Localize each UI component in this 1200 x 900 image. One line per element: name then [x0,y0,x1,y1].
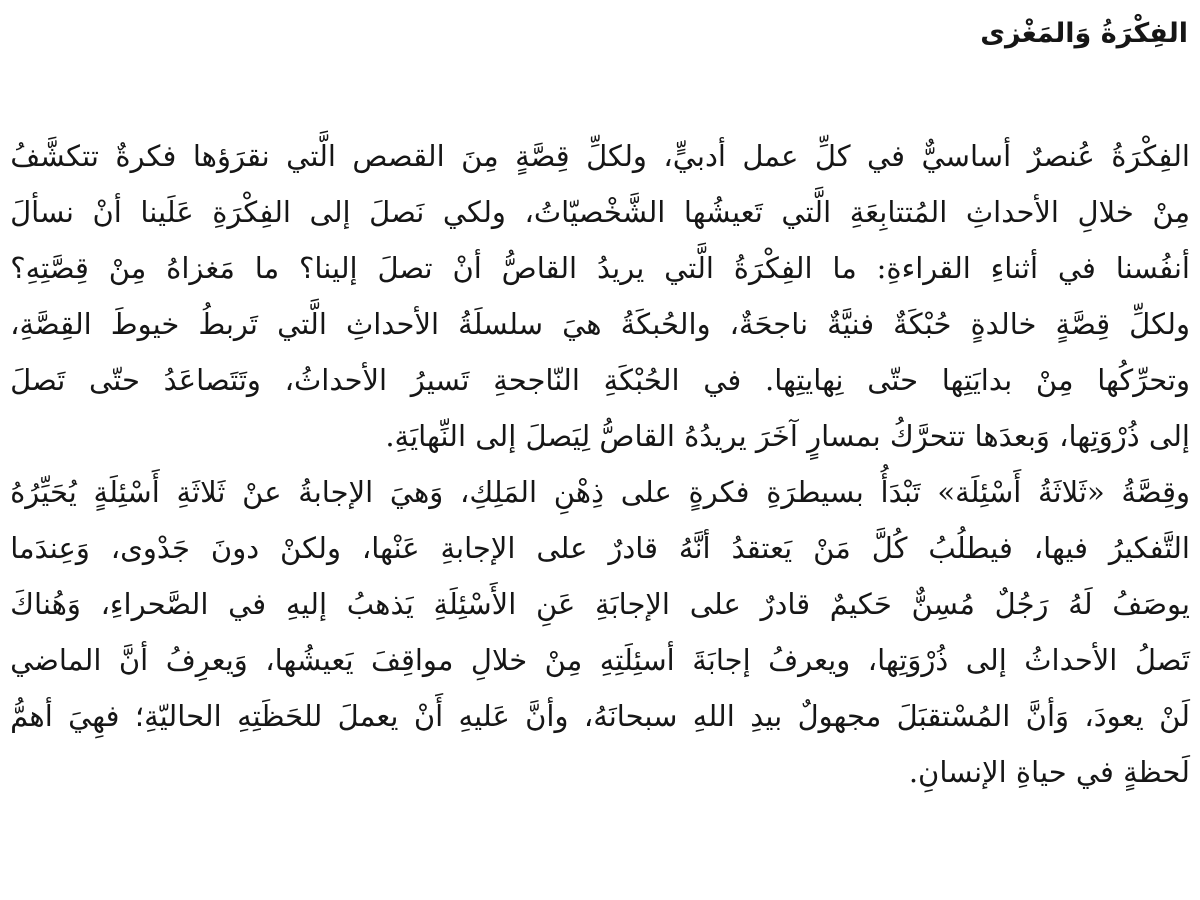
word: مِنْ [1035,363,1074,397]
word: وَهُناكَ [10,587,81,621]
word: وَيعرِفُ [165,643,248,677]
word: الإجابةِ [440,531,516,565]
word: المُتتابِعَةِ [849,195,948,229]
word: وَأنَّ [1025,699,1070,733]
word: وتحرِّكُها [1097,363,1190,397]
word: مِنْ [108,251,147,285]
word: الأحداثِ [345,307,440,341]
word: يَذهبُ [346,587,414,621]
word: في [228,587,267,621]
word: مجهولٌ [797,699,882,733]
word: إلينا؟ [298,251,358,285]
word: ولكلِّ [1129,307,1190,341]
text-line [10,128,1190,184]
word: ثَلاثَةِ [176,475,226,509]
word: فيطلُبُ [928,531,1013,565]
word: الَّتي [664,251,714,285]
word: أساسيٌّ [921,139,1012,173]
word: ذِهْنِ [553,475,605,509]
word: الماضي [10,643,102,677]
word: خلالِ [470,643,528,677]
word: حُبْكَةٌ [893,307,952,341]
word: ما [832,251,857,285]
word: المَلِكِ، [459,475,538,509]
word: حتّى [867,363,919,397]
word: الأحداثِ [965,195,1059,229]
word: نسألَ [10,195,74,229]
word: ويعرفُ [768,643,851,677]
word: أنْ [92,195,122,229]
word: وتَتَصاعَدُ [163,363,261,397]
word: الَّتي [781,195,832,229]
word: القِصَّةِ، [10,307,92,341]
word: وأنَّ [525,699,569,733]
word: عَلَينا [140,195,194,229]
word: الإجابَةِ [595,587,670,621]
word: أدبيٍّ، [663,139,726,173]
word: للحَظَتِهِ [237,699,323,733]
word: تَصلُ [1134,643,1190,677]
word: اللهِ [692,699,735,733]
word: الأحداثُ، [284,363,388,397]
word: رَجُلٌ [994,587,1049,621]
word: مَنْ [813,531,851,565]
word: فكرةٌ [115,139,177,173]
word: ولكي [442,195,506,229]
word: كلِّ [814,139,851,173]
word: أَنْ [413,699,444,733]
word: أنَّ [118,643,149,677]
text-line [10,520,1190,576]
word: حتّى [89,363,140,397]
text-line [10,296,1190,352]
word: الحُبْكَةِ [603,363,680,397]
word: إليهِ [285,587,328,621]
word: أسئِلَتِهِ [599,643,675,677]
word: لَنْ [1159,699,1190,733]
text-line [10,576,1190,632]
word: تتكشَّفُ [10,139,99,173]
word: ولكنْ [280,531,341,565]
word: هيَ [562,307,602,341]
word: والحُبكَةُ [620,307,711,341]
word: فهِيَ [68,699,120,733]
word: عنْ [242,475,282,509]
word: عمل [742,139,799,173]
word: بيدِ [750,699,783,733]
word: تصلَ [377,251,433,285]
word: الصَّحراءِ، [100,587,209,621]
word: يعملَ [337,699,399,733]
text-line: لَحظةٍ في حياةِ الإنسانِ. [908,755,1190,789]
word: إلى [965,643,1007,677]
word: نقرَؤها [192,139,270,173]
text-line [10,352,1190,408]
word: على [689,587,741,621]
word: عُنصرٌ [1027,139,1095,173]
word: الفِكْرَةُ [733,251,813,285]
word: سلسلَةُ [458,307,544,341]
word: أثناءِ [990,251,1039,285]
word: نَصلَ [369,195,425,229]
word: يَعتقدُ [731,531,793,565]
word: تَبْدَأُ [880,475,921,509]
word: التَّفكيرُ [1108,531,1190,565]
word: ما [254,251,280,285]
text-line [10,240,1190,296]
word: عَنِ [535,587,576,621]
word: الَّتي [277,307,327,341]
word: تَربطُ [198,307,258,341]
word: القصص [352,139,445,173]
word: ولكلِّ [586,139,647,173]
word: فنيَّةٌ [827,307,875,341]
text-line [10,632,1190,688]
word: أنفُسنا [1115,251,1190,285]
word: الفِكْرَةُ [1111,139,1190,173]
word: في [1057,251,1096,285]
word: في [867,139,906,173]
word: قِصَّةٍ [1055,307,1111,341]
word: أهمُّ [10,699,53,733]
word: مَغزاهُ [166,251,235,285]
text-line [10,464,1190,520]
word: خالدةٍ [970,307,1037,341]
word: قادرٌ [760,587,811,621]
word: الَّتي [286,139,336,173]
word: عَليهِ [458,699,510,733]
word: يوصَفُ [1112,587,1190,621]
word: خلالِ [1077,195,1134,229]
word: أنَّهُ [678,531,711,565]
word: يريدُ [596,251,645,285]
word: «ثَلاثَةُ [1038,475,1105,509]
word: دونَ [210,531,260,565]
word: في [703,363,742,397]
word: تَسيرُ [410,363,470,397]
word: مُسِنٌّ [911,587,975,621]
word: المُسْتقبَلَ [896,699,1011,733]
word: قِصَّتِهِ؟ [10,251,89,285]
word: ذُرْوَتِها، [867,643,949,677]
word: قادرٌ [608,531,658,565]
word: لَهُ [1068,587,1093,621]
word: وَعِندَما [10,531,90,565]
word: مِنَ [461,139,499,173]
page-title: الفِكْرَةُ وَالمَغْزى [980,18,1188,49]
word: كُلَّ [871,531,908,565]
word: الإجابةُ [298,475,374,509]
word: القاصُّ [501,251,578,285]
word: يَعيشُها، [265,643,354,677]
word: على [620,475,672,509]
word: نِهايتِها. [764,363,844,397]
word: فكرةٍ [688,475,750,509]
word: مواقِفَ [370,643,454,677]
word: تَصلَ [10,363,66,397]
word: ناجحَةٌ، [729,307,809,341]
word: فيها، [1033,531,1088,565]
word: إجابَةَ [692,643,751,677]
word: أنْ [452,251,482,285]
word: الأحداثُ [1024,643,1118,677]
word: إلى [309,195,351,229]
word: سبحانَهُ، [583,699,678,733]
word: مِنْ [544,643,583,677]
word: أَسْئِلَة» [937,475,1022,509]
word: أَسْئِلَةٍ [93,475,160,509]
word: تَعيشُها [683,195,763,229]
word: يعودَ، [1084,699,1144,733]
word: جَدْوى، [110,531,190,565]
word: بدايَتِها [941,363,1013,397]
word: على [536,531,588,565]
word: وقِصَّةُ [1121,475,1190,509]
word: قِصَّةٍ [515,139,570,173]
word: بسيطرَةِ [766,475,864,509]
text-line [10,184,1190,240]
word: حَكيمٌ [829,587,892,621]
word: عَنْها، [361,531,420,565]
word: خيوطَ [110,307,180,341]
word: الشَّخْصيّاتُ، [524,195,666,229]
word: يُحَيِّرُهُ [10,475,77,509]
word: وَهيَ [389,475,444,509]
text-line: إلى ذُرْوَتِها، وَبعدَها تتحرَّكُ بمسارٍ آخَرَ يريدُهُ القاصُّ لِيَصلَ إلى النِّهايَةِ. [385,419,1190,453]
word: مِنْ [1152,195,1190,229]
word: الفِكْرَةِ [212,195,291,229]
word: النّاجحةِ [493,363,580,397]
word: القراءةِ: [876,251,971,285]
text-line [10,688,1190,744]
word: الأَسْئِلَةِ [433,587,517,621]
word: الحاليّةِ؛ [134,699,222,733]
